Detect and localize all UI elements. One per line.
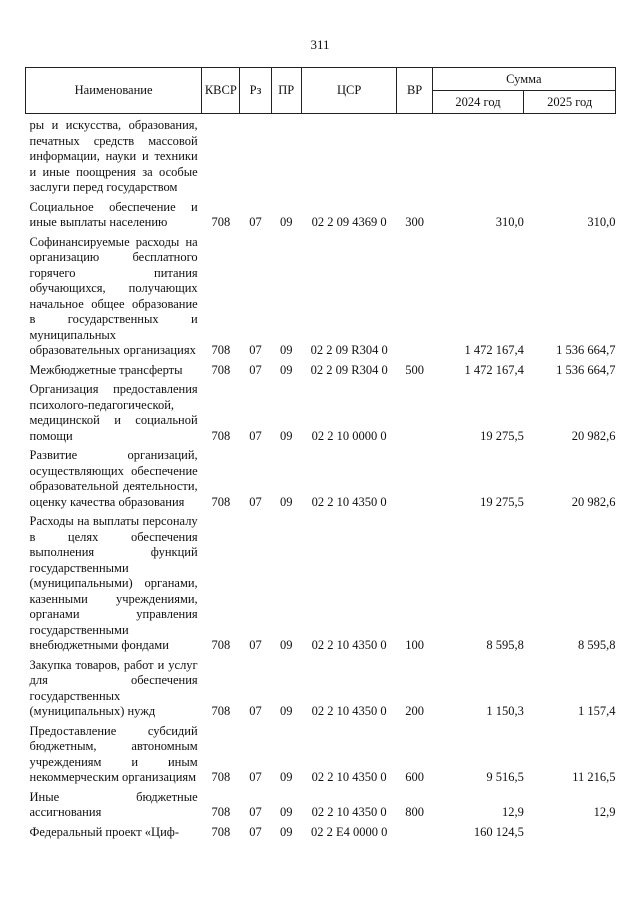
cell-sum-2024: 9 516,5 xyxy=(486,770,524,784)
cell-pr: 09 xyxy=(279,494,293,509)
table-row xyxy=(26,654,616,720)
cell-pr: 09 xyxy=(279,704,293,718)
cell-pr: 09 xyxy=(279,638,293,652)
table-row xyxy=(26,786,616,821)
header-sum: Сумма xyxy=(432,68,615,91)
cell-rz: 07 xyxy=(249,805,262,819)
cell-sum-2024: 8 595,8 xyxy=(486,638,524,652)
cell-pr: 09 xyxy=(279,805,293,819)
cell-pr: 09 xyxy=(279,770,293,784)
cell-name: ры и искусства, образования, печатных средств массовой информации, науки и техники и иные поощрения за особые заслуги перед государством xyxy=(29,118,198,194)
cell-sum-2024: 19 275,5 xyxy=(480,428,524,443)
cell-sum-2025: 8 595,8 xyxy=(578,638,616,652)
cell-sum-2025: 1 157,4 xyxy=(578,704,616,718)
header-kvsr: КВСР xyxy=(202,68,240,114)
cell-kvsr: 708 xyxy=(211,824,231,839)
cell-kvsr: 708 xyxy=(211,362,231,377)
table-row xyxy=(26,720,616,786)
header-rz: Рз xyxy=(240,68,271,114)
cell-name: Социальное обеспечение и иные выплаты населению xyxy=(29,199,198,229)
cell-vr xyxy=(397,378,432,444)
cell-rz: 07 xyxy=(249,215,262,229)
page-number: 311 xyxy=(310,37,330,52)
cell-kvsr: 708 xyxy=(211,805,231,819)
cell-rz: 07 xyxy=(249,770,262,784)
cell-csr: 02 2 09 R304 0 xyxy=(310,362,388,377)
cell-sum-2025: 11 216,5 xyxy=(572,770,616,784)
cell-csr: 02 2 09 R304 0 xyxy=(310,343,388,357)
cell-sum-2024: 1 472 167,4 xyxy=(464,362,524,377)
cell-csr xyxy=(301,114,397,196)
cell-name: Предоставление субсидий бюджетным, автономным учреждениям и иным некоммерческим организациям xyxy=(29,723,198,784)
cell-vr xyxy=(397,444,432,510)
table-row xyxy=(26,114,616,196)
cell-sum-2025 xyxy=(524,821,616,841)
cell-vr xyxy=(397,231,432,359)
cell-sum-2024: 1 472 167,4 xyxy=(464,343,524,357)
cell-pr xyxy=(271,114,301,196)
cell-kvsr xyxy=(202,114,240,196)
cell-sum-2024 xyxy=(432,114,524,196)
cell-sum-2024: 160 124,5 xyxy=(473,824,524,839)
cell-sum-2024: 12,9 xyxy=(501,805,524,819)
cell-kvsr: 708 xyxy=(211,494,231,509)
cell-vr xyxy=(397,821,432,841)
cell-vr: 200 xyxy=(405,704,424,718)
header-vr: ВР xyxy=(397,68,432,114)
cell-sum-2025: 1 536 664,7 xyxy=(556,343,616,357)
cell-name: Развитие организаций, осуществляющих обеспечение образовательной деятельности, оценку качества образования xyxy=(29,448,198,509)
cell-name: Межбюджетные трансферты xyxy=(29,362,183,377)
budget-table xyxy=(25,67,616,840)
cell-sum-2025 xyxy=(524,114,616,196)
table-row xyxy=(26,821,616,841)
cell-csr: 02 2 E4 0000 0 xyxy=(310,824,388,839)
cell-csr: 02 2 10 4350 0 xyxy=(311,704,387,718)
cell-sum-2024: 19 275,5 xyxy=(480,494,524,509)
table-row xyxy=(26,231,616,359)
cell-rz xyxy=(240,114,271,196)
table-row xyxy=(26,196,616,231)
cell-vr: 600 xyxy=(405,770,424,784)
cell-pr: 09 xyxy=(279,428,293,443)
cell-name: Расходы на выплаты персоналу в целях обеспечения выполнения функций государственными (муниципальными) органами, казенными учреждениями, органами управления государственными внебюджетными фондами xyxy=(29,514,198,652)
cell-csr: 02 2 10 0000 0 xyxy=(311,428,387,443)
cell-csr: 02 2 10 4350 0 xyxy=(311,805,387,819)
header-pr: ПР xyxy=(271,68,301,114)
cell-rz: 07 xyxy=(249,824,262,839)
cell-rz: 07 xyxy=(249,704,262,718)
cell-kvsr: 708 xyxy=(211,215,231,229)
cell-name: Иные бюджетные ассигнования xyxy=(29,789,198,819)
cell-vr: 800 xyxy=(405,805,424,819)
cell-pr: 09 xyxy=(279,362,293,377)
cell-vr: 100 xyxy=(405,638,424,652)
cell-kvsr: 708 xyxy=(211,428,231,443)
cell-sum-2024: 310,0 xyxy=(495,215,524,229)
cell-sum-2025: 20 982,6 xyxy=(571,494,616,509)
table-row xyxy=(26,378,616,444)
cell-rz: 07 xyxy=(249,494,262,509)
cell-sum-2025: 12,9 xyxy=(593,805,616,819)
table-row xyxy=(26,510,616,654)
cell-name: Организация предоставления психолого-педагогической, медицинской и социальной помощи xyxy=(29,382,198,443)
cell-name: Федеральный проект «Циф- xyxy=(29,824,180,839)
cell-sum-2025: 310,0 xyxy=(587,215,616,229)
cell-rz: 07 xyxy=(249,638,262,652)
cell-csr: 02 2 10 4350 0 xyxy=(311,770,387,784)
cell-vr: 300 xyxy=(405,215,424,229)
cell-vr: 500 xyxy=(405,362,424,377)
cell-vr xyxy=(397,114,432,196)
cell-kvsr: 708 xyxy=(211,770,231,784)
cell-name: Софинансируемые расходы на организацию бесплатного горячего питания обучающихся, получающих начальное общее образование в государственных и муниципальных образовательных организациях xyxy=(29,234,198,357)
table-body xyxy=(26,114,616,841)
cell-kvsr: 708 xyxy=(211,638,231,652)
cell-sum-2025: 20 982,6 xyxy=(571,428,616,443)
cell-rz: 07 xyxy=(249,343,262,357)
cell-name: Закупка товаров, работ и услуг для обеспечения государственных (муниципальных) нужд xyxy=(29,657,198,718)
cell-kvsr: 708 xyxy=(211,343,231,357)
cell-pr: 09 xyxy=(279,824,293,839)
header-csr: ЦСР xyxy=(301,68,397,114)
cell-sum-2024: 1 150,3 xyxy=(486,704,524,718)
cell-pr: 09 xyxy=(279,215,293,229)
cell-pr: 09 xyxy=(279,343,293,357)
header-2024: 2024 год xyxy=(432,91,524,114)
cell-kvsr: 708 xyxy=(211,704,231,718)
cell-rz: 07 xyxy=(249,362,262,377)
header-2025: 2025 год xyxy=(524,91,616,114)
cell-csr: 02 2 10 4350 0 xyxy=(311,494,387,509)
cell-sum-2025: 1 536 664,7 xyxy=(556,362,616,377)
cell-rz: 07 xyxy=(249,428,262,443)
cell-csr: 02 2 09 4369 0 xyxy=(311,215,387,229)
table-row xyxy=(26,444,616,510)
header-name: Наименование xyxy=(26,68,202,114)
table-row xyxy=(26,359,616,379)
cell-csr: 02 2 10 4350 0 xyxy=(311,638,387,652)
